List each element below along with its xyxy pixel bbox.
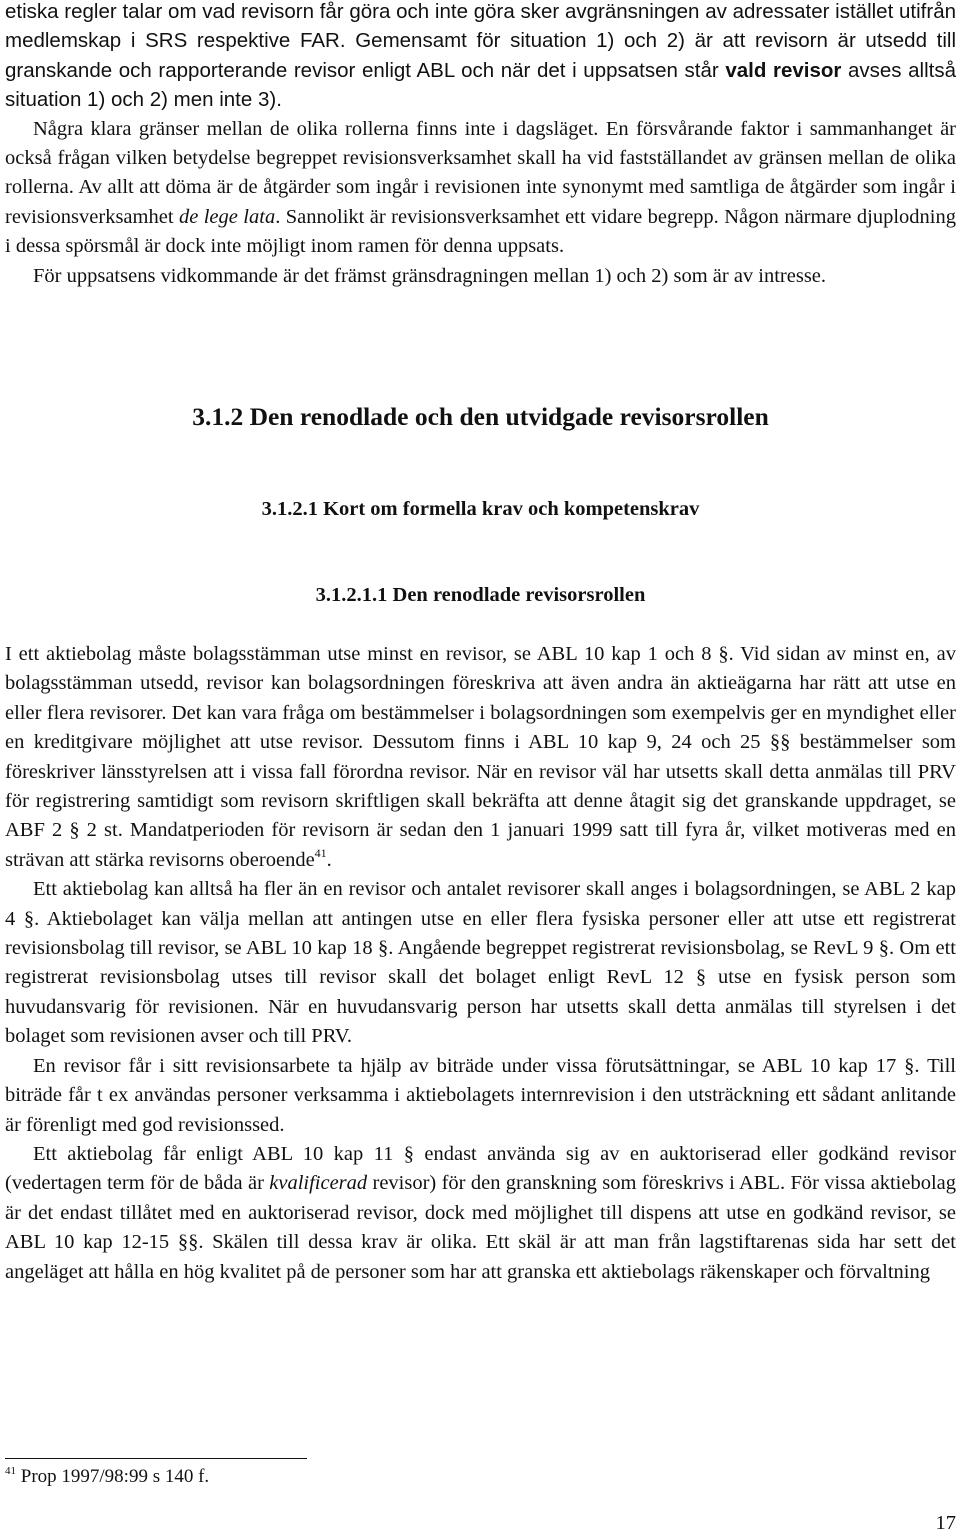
italic-term: de lege lata [178, 205, 276, 228]
bold-term: vald revisor [725, 58, 842, 82]
paragraph-assistants: En revisor får i sitt revisionsarbete ta hjälp av biträde under vissa förutsättningar, se ABL 10 kap 17 §. Till biträde får t ex användas personer verksamma i aktiebolagets internrevision i den utsträckning ett sådant anlitande är förenligt med god revisionssed. [5, 1054, 956, 1136]
subsection-heading: 3.1.2.1 Kort om formella krav och kompetenskrav [261, 498, 700, 520]
text: Ett aktiebolag får enligt ABL 10 kap 11 § endast använda sig av en auktoriserad eller godkänd revisor (vedertagen term för de båda är [5, 1142, 956, 1195]
footnote-number: 41 [5, 1464, 16, 1477]
text: I ett aktiebolag måste bolagsstämman utse minst en revisor, se ABL 10 kap 1 och 8 §. Vid sidan av minst en, av bolagsstämman utsedd, revisor kan bolagsordningen föreskriva att även andra än aktieägarna har rätt att utse en eller flera revisorer. Det kan vara fråga om bestämmelser i bolagsordningen som exempelvis ger en myndighet eller en kreditgivare möjlighet att utse revisor. Dessutom finns i ABL 10 kap 9, 24 och 25 §§ bestämmelser som föreskriver länsstyrelsen att i vissa fall förordna revisor. När en revisor väl har utsetts skall detta anmälas till PRV för registrering samtidigt som revisorn skriftligen skall bekräfta att denne åtagit sig det granskande uppdraget, se ABF 2 § 2 st. Mandatperioden för revisorn är sedan den 1 januari 1999 satt till fyra år, vilket motiveras med en strävan att stärka revisorns oberoende [5, 643, 956, 871]
section-heading: 3.1.2 Den renodlade och den utvidgade revisorsrollen [192, 402, 769, 431]
text: Några klara gränser mellan de olika rollerna finns inte i dagsläget. En försvårande faktor i sammanhanget är också frågan vilken betydelse begreppet revisionsverksamhet skall ha vid fastställandet av gränsen mellan de olika rollerna. Av allt att döma är de åtgärder som ingår i revisionen inte synonymt med samtliga de åtgärder som ingår i revisionsverksamhet [5, 117, 956, 228]
text: . Sannolikt är revisionsverksamhet ett vidare begrepp. Någon närmare djuplodning i dessa spörsmål är dock inte möjligt inom ramen för denna uppsats. [5, 205, 956, 258]
paragraph-multiple-auditors: Ett aktiebolag kan alltså ha fler än en revisor och antalet revisorer skall anges i bolagsordningen, se ABL 2 kap 4 §. Aktiebolaget kan välja mellan att antingen utse en eller flera fysiska personer eller att utse ett registrerat revisionsbolag till revisor, se ABL 10 kap 18 §. Angående begreppet registrerat revisionsbolag, se RevL 9 §. Om ett registrerat revisionsbolag utses till revisor skall det bolaget enligt RevL 12 § utse en fysisk person som huvudansvarig för revisionen. När en huvudansvarig person har utsetts skall detta anmälas till styrelsen i det bolaget som revisionen avser och till PRV. [5, 878, 956, 1048]
text: revisor) för den granskning som föreskrivs i ABL. För vissa aktiebolag är det endast tillåtet med en auktoriserad revisor, dock med möjlighet till dispens att utse en godkänd revisor, se ABL 10 kap 12-15 §§. Skälen till dessa krav är olika. Ett skäl är att man från lagstiftarenas sida har sett det angeläget att hålla en hög kvalitet på de personer som har att granska ett aktiebolags räkenskaper och förvaltning [5, 1172, 956, 1283]
paragraph-role-boundaries [5, 115, 956, 262]
paragraph-qualified-auditor [5, 1140, 956, 1287]
paragraph-appointment [5, 640, 956, 875]
footnote-ref: 41 [314, 846, 327, 861]
text: etiska regler talar om vad revisorn får göra och inte göra sker avgränsningen av adressater istället utifrån medlemskap i SRS respektive FAR. Gemensamt för situation 1) och 2) är att revisorn är utsedd till granskande och rapporterande revisor enligt ABL och när det i uppsatsen står [5, 0, 956, 82]
text: avses alltså situation 1) och 2) men inte 3). [5, 58, 957, 112]
footnote [5, 1466, 209, 1488]
paragraph-role-definition [5, 0, 956, 115]
footnote-text: Prop 1997/98:99 s 140 f. [16, 1466, 210, 1487]
subsubsection-heading: 3.1.2.1.1 Den renodlade revisorsrollen [315, 584, 646, 606]
paragraph-scope: För uppsatsens vidkommande är det främst gränsdragningen mellan 1) och 2) som är av intresse. [33, 264, 827, 287]
footnote-separator [5, 1458, 307, 1459]
intro-section [5, 0, 956, 291]
page-number: 17 [935, 1512, 956, 1534]
main-section [5, 640, 956, 1287]
text: . [326, 848, 332, 871]
italic-term: kvalificerad [269, 1172, 368, 1195]
